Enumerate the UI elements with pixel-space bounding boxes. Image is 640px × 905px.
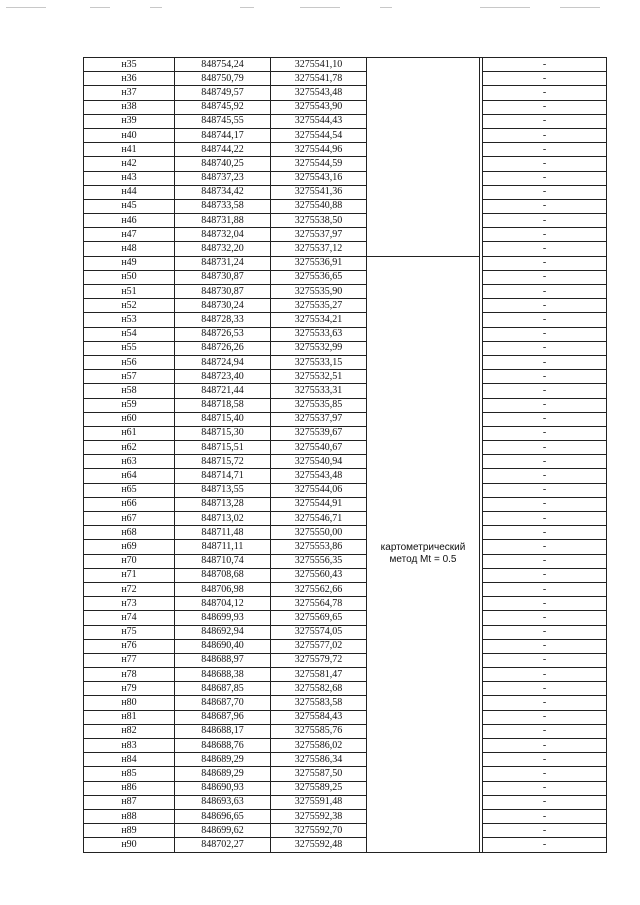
y-coordinate-cell: 3275533,31	[271, 384, 367, 398]
table-row	[84, 114, 607, 128]
x-coordinate-cell: 848730,87	[175, 270, 271, 284]
dash-cell: -	[483, 128, 607, 142]
dash-cell: -	[483, 739, 607, 753]
x-coordinate-cell: 848708,68	[175, 568, 271, 582]
table-row	[84, 540, 607, 554]
y-coordinate-cell: 3275585,76	[271, 724, 367, 738]
dash-cell: -	[483, 795, 607, 809]
table-row	[84, 242, 607, 256]
y-coordinate-cell: 3275540,94	[271, 455, 367, 469]
y-coordinate-cell: 3275592,70	[271, 824, 367, 838]
dash-cell: -	[483, 582, 607, 596]
point-id-cell: н90	[84, 838, 175, 852]
table-row	[84, 441, 607, 455]
x-coordinate-cell: 848687,85	[175, 682, 271, 696]
table-row	[84, 795, 607, 809]
x-coordinate-cell: 848754,24	[175, 58, 271, 72]
dash-cell: -	[483, 554, 607, 568]
y-coordinate-cell: 3275564,78	[271, 597, 367, 611]
point-id-cell: н74	[84, 611, 175, 625]
dash-cell: -	[483, 327, 607, 341]
point-id-cell: н86	[84, 781, 175, 795]
x-coordinate-cell: 848713,28	[175, 497, 271, 511]
x-coordinate-cell: 848688,17	[175, 724, 271, 738]
table-row	[84, 824, 607, 838]
x-coordinate-cell: 848714,71	[175, 469, 271, 483]
point-id-cell: н84	[84, 753, 175, 767]
dash-cell: -	[483, 270, 607, 284]
point-id-cell: н79	[84, 682, 175, 696]
y-coordinate-cell: 3275544,96	[271, 143, 367, 157]
method-label-line2: метод Mt = 0.5	[389, 554, 457, 566]
table-row	[84, 512, 607, 526]
table-row	[84, 767, 607, 781]
point-id-cell: н61	[84, 426, 175, 440]
dash-cell: -	[483, 341, 607, 355]
point-id-cell: н72	[84, 582, 175, 596]
dash-cell: -	[483, 540, 607, 554]
dash-cell: -	[483, 185, 607, 199]
point-id-cell: н83	[84, 739, 175, 753]
table-row	[84, 426, 607, 440]
coordinates-table	[83, 57, 607, 853]
dash-cell: -	[483, 512, 607, 526]
dash-cell: -	[483, 625, 607, 639]
point-id-cell: н48	[84, 242, 175, 256]
point-id-cell: н58	[84, 384, 175, 398]
dash-cell: -	[483, 753, 607, 767]
dash-cell: -	[483, 653, 607, 667]
dash-cell: -	[483, 568, 607, 582]
x-coordinate-cell: 848689,29	[175, 753, 271, 767]
point-id-cell: н80	[84, 696, 175, 710]
dash-cell: -	[483, 58, 607, 72]
table-row	[84, 100, 607, 114]
dash-cell: -	[483, 370, 607, 384]
table-row	[84, 214, 607, 228]
method-cell	[367, 256, 480, 852]
y-coordinate-cell: 3275592,38	[271, 809, 367, 823]
table-row	[84, 327, 607, 341]
dash-cell: -	[483, 426, 607, 440]
y-coordinate-cell: 3275546,71	[271, 512, 367, 526]
table-row	[84, 597, 607, 611]
x-coordinate-cell: 848733,58	[175, 199, 271, 213]
x-coordinate-cell: 848693,63	[175, 795, 271, 809]
x-coordinate-cell: 848718,58	[175, 398, 271, 412]
point-id-cell: н68	[84, 526, 175, 540]
x-coordinate-cell: 848706,98	[175, 582, 271, 596]
x-coordinate-cell: 848726,26	[175, 341, 271, 355]
dash-cell: -	[483, 682, 607, 696]
point-id-cell: н56	[84, 355, 175, 369]
x-coordinate-cell: 848724,94	[175, 355, 271, 369]
x-coordinate-cell: 848715,72	[175, 455, 271, 469]
point-id-cell: н41	[84, 143, 175, 157]
point-id-cell: н45	[84, 199, 175, 213]
y-coordinate-cell: 3275589,25	[271, 781, 367, 795]
y-coordinate-cell: 3275532,51	[271, 370, 367, 384]
dash-cell: -	[483, 455, 607, 469]
x-coordinate-cell: 848688,38	[175, 668, 271, 682]
point-id-cell: н59	[84, 398, 175, 412]
y-coordinate-cell: 3275550,00	[271, 526, 367, 540]
y-coordinate-cell: 3275537,97	[271, 412, 367, 426]
table-row	[84, 228, 607, 242]
point-id-cell: н73	[84, 597, 175, 611]
x-coordinate-cell: 848690,93	[175, 781, 271, 795]
y-coordinate-cell: 3275592,48	[271, 838, 367, 852]
method-cell-upper	[367, 58, 480, 257]
x-coordinate-cell: 848723,40	[175, 370, 271, 384]
y-coordinate-cell: 3275535,90	[271, 285, 367, 299]
table-row	[84, 58, 607, 72]
x-coordinate-cell: 848745,55	[175, 114, 271, 128]
y-coordinate-cell: 3275581,47	[271, 668, 367, 682]
dash-cell: -	[483, 526, 607, 540]
table-row	[84, 781, 607, 795]
y-coordinate-cell: 3275539,67	[271, 426, 367, 440]
table-row	[84, 739, 607, 753]
point-id-cell: н89	[84, 824, 175, 838]
dash-cell: -	[483, 710, 607, 724]
x-coordinate-cell: 848711,48	[175, 526, 271, 540]
point-id-cell: н43	[84, 171, 175, 185]
dash-cell: -	[483, 72, 607, 86]
x-coordinate-cell: 848690,40	[175, 639, 271, 653]
table-row	[84, 398, 607, 412]
y-coordinate-cell: 3275543,48	[271, 86, 367, 100]
dash-cell: -	[483, 199, 607, 213]
y-coordinate-cell: 3275586,02	[271, 739, 367, 753]
table-row	[84, 497, 607, 511]
table-row	[84, 86, 607, 100]
table-row	[84, 143, 607, 157]
point-id-cell: н87	[84, 795, 175, 809]
point-id-cell: н77	[84, 653, 175, 667]
dash-cell: -	[483, 143, 607, 157]
point-id-cell: н81	[84, 710, 175, 724]
dash-cell: -	[483, 781, 607, 795]
point-id-cell: н44	[84, 185, 175, 199]
coordinates-table-body	[84, 58, 607, 853]
y-coordinate-cell: 3275560,43	[271, 568, 367, 582]
table-row	[84, 568, 607, 582]
x-coordinate-cell: 848715,30	[175, 426, 271, 440]
x-coordinate-cell: 848687,96	[175, 710, 271, 724]
y-coordinate-cell: 3275543,90	[271, 100, 367, 114]
y-coordinate-cell: 3275535,85	[271, 398, 367, 412]
table-row	[84, 554, 607, 568]
x-coordinate-cell: 848688,76	[175, 739, 271, 753]
x-coordinate-cell: 848721,44	[175, 384, 271, 398]
x-coordinate-cell: 848732,20	[175, 242, 271, 256]
point-id-cell: н62	[84, 441, 175, 455]
table-row	[84, 157, 607, 171]
table-row	[84, 285, 607, 299]
x-coordinate-cell: 848730,87	[175, 285, 271, 299]
dash-cell: -	[483, 285, 607, 299]
dash-cell: -	[483, 384, 607, 398]
x-coordinate-cell: 848715,40	[175, 412, 271, 426]
dash-cell: -	[483, 114, 607, 128]
table-row	[84, 199, 607, 213]
table-row	[84, 412, 607, 426]
y-coordinate-cell: 3275543,48	[271, 469, 367, 483]
dash-cell: -	[483, 398, 607, 412]
x-coordinate-cell: 848740,25	[175, 157, 271, 171]
x-coordinate-cell: 848750,79	[175, 72, 271, 86]
dash-cell: -	[483, 256, 607, 270]
y-coordinate-cell: 3275587,50	[271, 767, 367, 781]
point-id-cell: н38	[84, 100, 175, 114]
y-coordinate-cell: 3275556,35	[271, 554, 367, 568]
y-coordinate-cell: 3275537,12	[271, 242, 367, 256]
x-coordinate-cell: 848702,27	[175, 838, 271, 852]
table-row	[84, 838, 607, 852]
x-coordinate-cell: 848687,70	[175, 696, 271, 710]
point-id-cell: н64	[84, 469, 175, 483]
table-row	[84, 582, 607, 596]
table-row	[84, 72, 607, 86]
x-coordinate-cell: 848749,57	[175, 86, 271, 100]
x-coordinate-cell: 848744,22	[175, 143, 271, 157]
table-row	[84, 185, 607, 199]
y-coordinate-cell: 3275579,72	[271, 653, 367, 667]
table-row	[84, 270, 607, 284]
y-coordinate-cell: 3275538,50	[271, 214, 367, 228]
y-coordinate-cell: 3275584,43	[271, 710, 367, 724]
x-coordinate-cell: 848730,24	[175, 299, 271, 313]
table-row	[84, 668, 607, 682]
table-row	[84, 171, 607, 185]
dash-cell: -	[483, 497, 607, 511]
point-id-cell: н76	[84, 639, 175, 653]
x-coordinate-cell: 848745,92	[175, 100, 271, 114]
x-coordinate-cell: 848713,02	[175, 512, 271, 526]
table-row	[84, 611, 607, 625]
x-coordinate-cell: 848728,33	[175, 313, 271, 327]
y-coordinate-cell: 3275591,48	[271, 795, 367, 809]
point-id-cell: н42	[84, 157, 175, 171]
x-coordinate-cell: 848726,53	[175, 327, 271, 341]
dash-cell: -	[483, 483, 607, 497]
y-coordinate-cell: 3275537,97	[271, 228, 367, 242]
point-id-cell: н75	[84, 625, 175, 639]
dash-cell: -	[483, 228, 607, 242]
y-coordinate-cell: 3275569,65	[271, 611, 367, 625]
dash-cell: -	[483, 100, 607, 114]
table-row	[84, 653, 607, 667]
y-coordinate-cell: 3275543,16	[271, 171, 367, 185]
dash-cell: -	[483, 668, 607, 682]
point-id-cell: н82	[84, 724, 175, 738]
y-coordinate-cell: 3275534,21	[271, 313, 367, 327]
dash-cell: -	[483, 597, 607, 611]
y-coordinate-cell: 3275577,02	[271, 639, 367, 653]
point-id-cell: н85	[84, 767, 175, 781]
y-coordinate-cell: 3275562,66	[271, 582, 367, 596]
x-coordinate-cell: 848689,29	[175, 767, 271, 781]
dash-cell: -	[483, 441, 607, 455]
y-coordinate-cell: 3275540,88	[271, 199, 367, 213]
x-coordinate-cell: 848696,65	[175, 809, 271, 823]
x-coordinate-cell: 848710,74	[175, 554, 271, 568]
table-row	[84, 639, 607, 653]
table-row	[84, 682, 607, 696]
scan-header-residue	[0, 4, 640, 12]
dash-cell: -	[483, 412, 607, 426]
y-coordinate-cell: 3275544,54	[271, 128, 367, 142]
y-coordinate-cell: 3275583,58	[271, 696, 367, 710]
dash-cell: -	[483, 313, 607, 327]
table-row	[84, 469, 607, 483]
point-id-cell: н54	[84, 327, 175, 341]
point-id-cell: н51	[84, 285, 175, 299]
dash-cell: -	[483, 724, 607, 738]
point-id-cell: н63	[84, 455, 175, 469]
table-row	[84, 455, 607, 469]
table-row	[84, 526, 607, 540]
table-row	[84, 753, 607, 767]
point-id-cell: н66	[84, 497, 175, 511]
point-id-cell: н71	[84, 568, 175, 582]
y-coordinate-cell: 3275536,91	[271, 256, 367, 270]
y-coordinate-cell: 3275574,05	[271, 625, 367, 639]
table-row	[84, 370, 607, 384]
point-id-cell: н46	[84, 214, 175, 228]
x-coordinate-cell: 848732,04	[175, 228, 271, 242]
table-row	[84, 355, 607, 369]
dash-cell: -	[483, 838, 607, 852]
dash-cell: -	[483, 157, 607, 171]
x-coordinate-cell: 848731,88	[175, 214, 271, 228]
y-coordinate-cell: 3275540,67	[271, 441, 367, 455]
table-row	[84, 128, 607, 142]
table-row	[84, 256, 607, 270]
dash-cell: -	[483, 824, 607, 838]
point-id-cell: н39	[84, 114, 175, 128]
table-row	[84, 384, 607, 398]
point-id-cell: н57	[84, 370, 175, 384]
table-row	[84, 724, 607, 738]
method-label-line1: картометрический	[380, 542, 466, 554]
point-id-cell: н78	[84, 668, 175, 682]
point-id-cell: н37	[84, 86, 175, 100]
y-coordinate-cell: 3275536,65	[271, 270, 367, 284]
point-id-cell: н60	[84, 412, 175, 426]
y-coordinate-cell: 3275532,99	[271, 341, 367, 355]
dash-cell: -	[483, 809, 607, 823]
y-coordinate-cell: 3275544,43	[271, 114, 367, 128]
x-coordinate-cell: 848731,24	[175, 256, 271, 270]
point-id-cell: н55	[84, 341, 175, 355]
table-row	[84, 696, 607, 710]
y-coordinate-cell: 3275541,36	[271, 185, 367, 199]
y-coordinate-cell: 3275586,34	[271, 753, 367, 767]
dash-cell: -	[483, 696, 607, 710]
table-row	[84, 313, 607, 327]
x-coordinate-cell: 848713,55	[175, 483, 271, 497]
y-coordinate-cell: 3275535,27	[271, 299, 367, 313]
y-coordinate-cell: 3275533,63	[271, 327, 367, 341]
point-id-cell: н70	[84, 554, 175, 568]
dash-cell: -	[483, 299, 607, 313]
x-coordinate-cell: 848699,93	[175, 611, 271, 625]
point-id-cell: н65	[84, 483, 175, 497]
point-id-cell: н53	[84, 313, 175, 327]
y-coordinate-cell: 3275544,91	[271, 497, 367, 511]
x-coordinate-cell: 848737,23	[175, 171, 271, 185]
dash-cell: -	[483, 242, 607, 256]
dash-cell: -	[483, 86, 607, 100]
point-id-cell: н40	[84, 128, 175, 142]
x-coordinate-cell: 848744,17	[175, 128, 271, 142]
dash-cell: -	[483, 469, 607, 483]
x-coordinate-cell: 848704,12	[175, 597, 271, 611]
table-row	[84, 483, 607, 497]
point-id-cell: н47	[84, 228, 175, 242]
x-coordinate-cell: 848711,11	[175, 540, 271, 554]
point-id-cell: н35	[84, 58, 175, 72]
table-row	[84, 710, 607, 724]
point-id-cell: н67	[84, 512, 175, 526]
dash-cell: -	[483, 611, 607, 625]
point-id-cell: н69	[84, 540, 175, 554]
dash-cell: -	[483, 214, 607, 228]
dash-cell: -	[483, 355, 607, 369]
y-coordinate-cell: 3275544,59	[271, 157, 367, 171]
point-id-cell: н50	[84, 270, 175, 284]
table-row	[84, 625, 607, 639]
x-coordinate-cell: 848734,42	[175, 185, 271, 199]
y-coordinate-cell: 3275533,15	[271, 355, 367, 369]
dash-cell: -	[483, 767, 607, 781]
point-id-cell: н88	[84, 809, 175, 823]
dash-cell: -	[483, 639, 607, 653]
y-coordinate-cell: 3275553,86	[271, 540, 367, 554]
y-coordinate-cell: 3275541,78	[271, 72, 367, 86]
x-coordinate-cell: 848699,62	[175, 824, 271, 838]
table-row	[84, 299, 607, 313]
x-coordinate-cell: 848688,97	[175, 653, 271, 667]
point-id-cell: н52	[84, 299, 175, 313]
x-coordinate-cell: 848692,94	[175, 625, 271, 639]
point-id-cell: н36	[84, 72, 175, 86]
y-coordinate-cell: 3275544,06	[271, 483, 367, 497]
point-id-cell: н49	[84, 256, 175, 270]
y-coordinate-cell: 3275582,68	[271, 682, 367, 696]
x-coordinate-cell: 848715,51	[175, 441, 271, 455]
table-row	[84, 809, 607, 823]
y-coordinate-cell: 3275541,10	[271, 58, 367, 72]
table-row	[84, 341, 607, 355]
dash-cell: -	[483, 171, 607, 185]
